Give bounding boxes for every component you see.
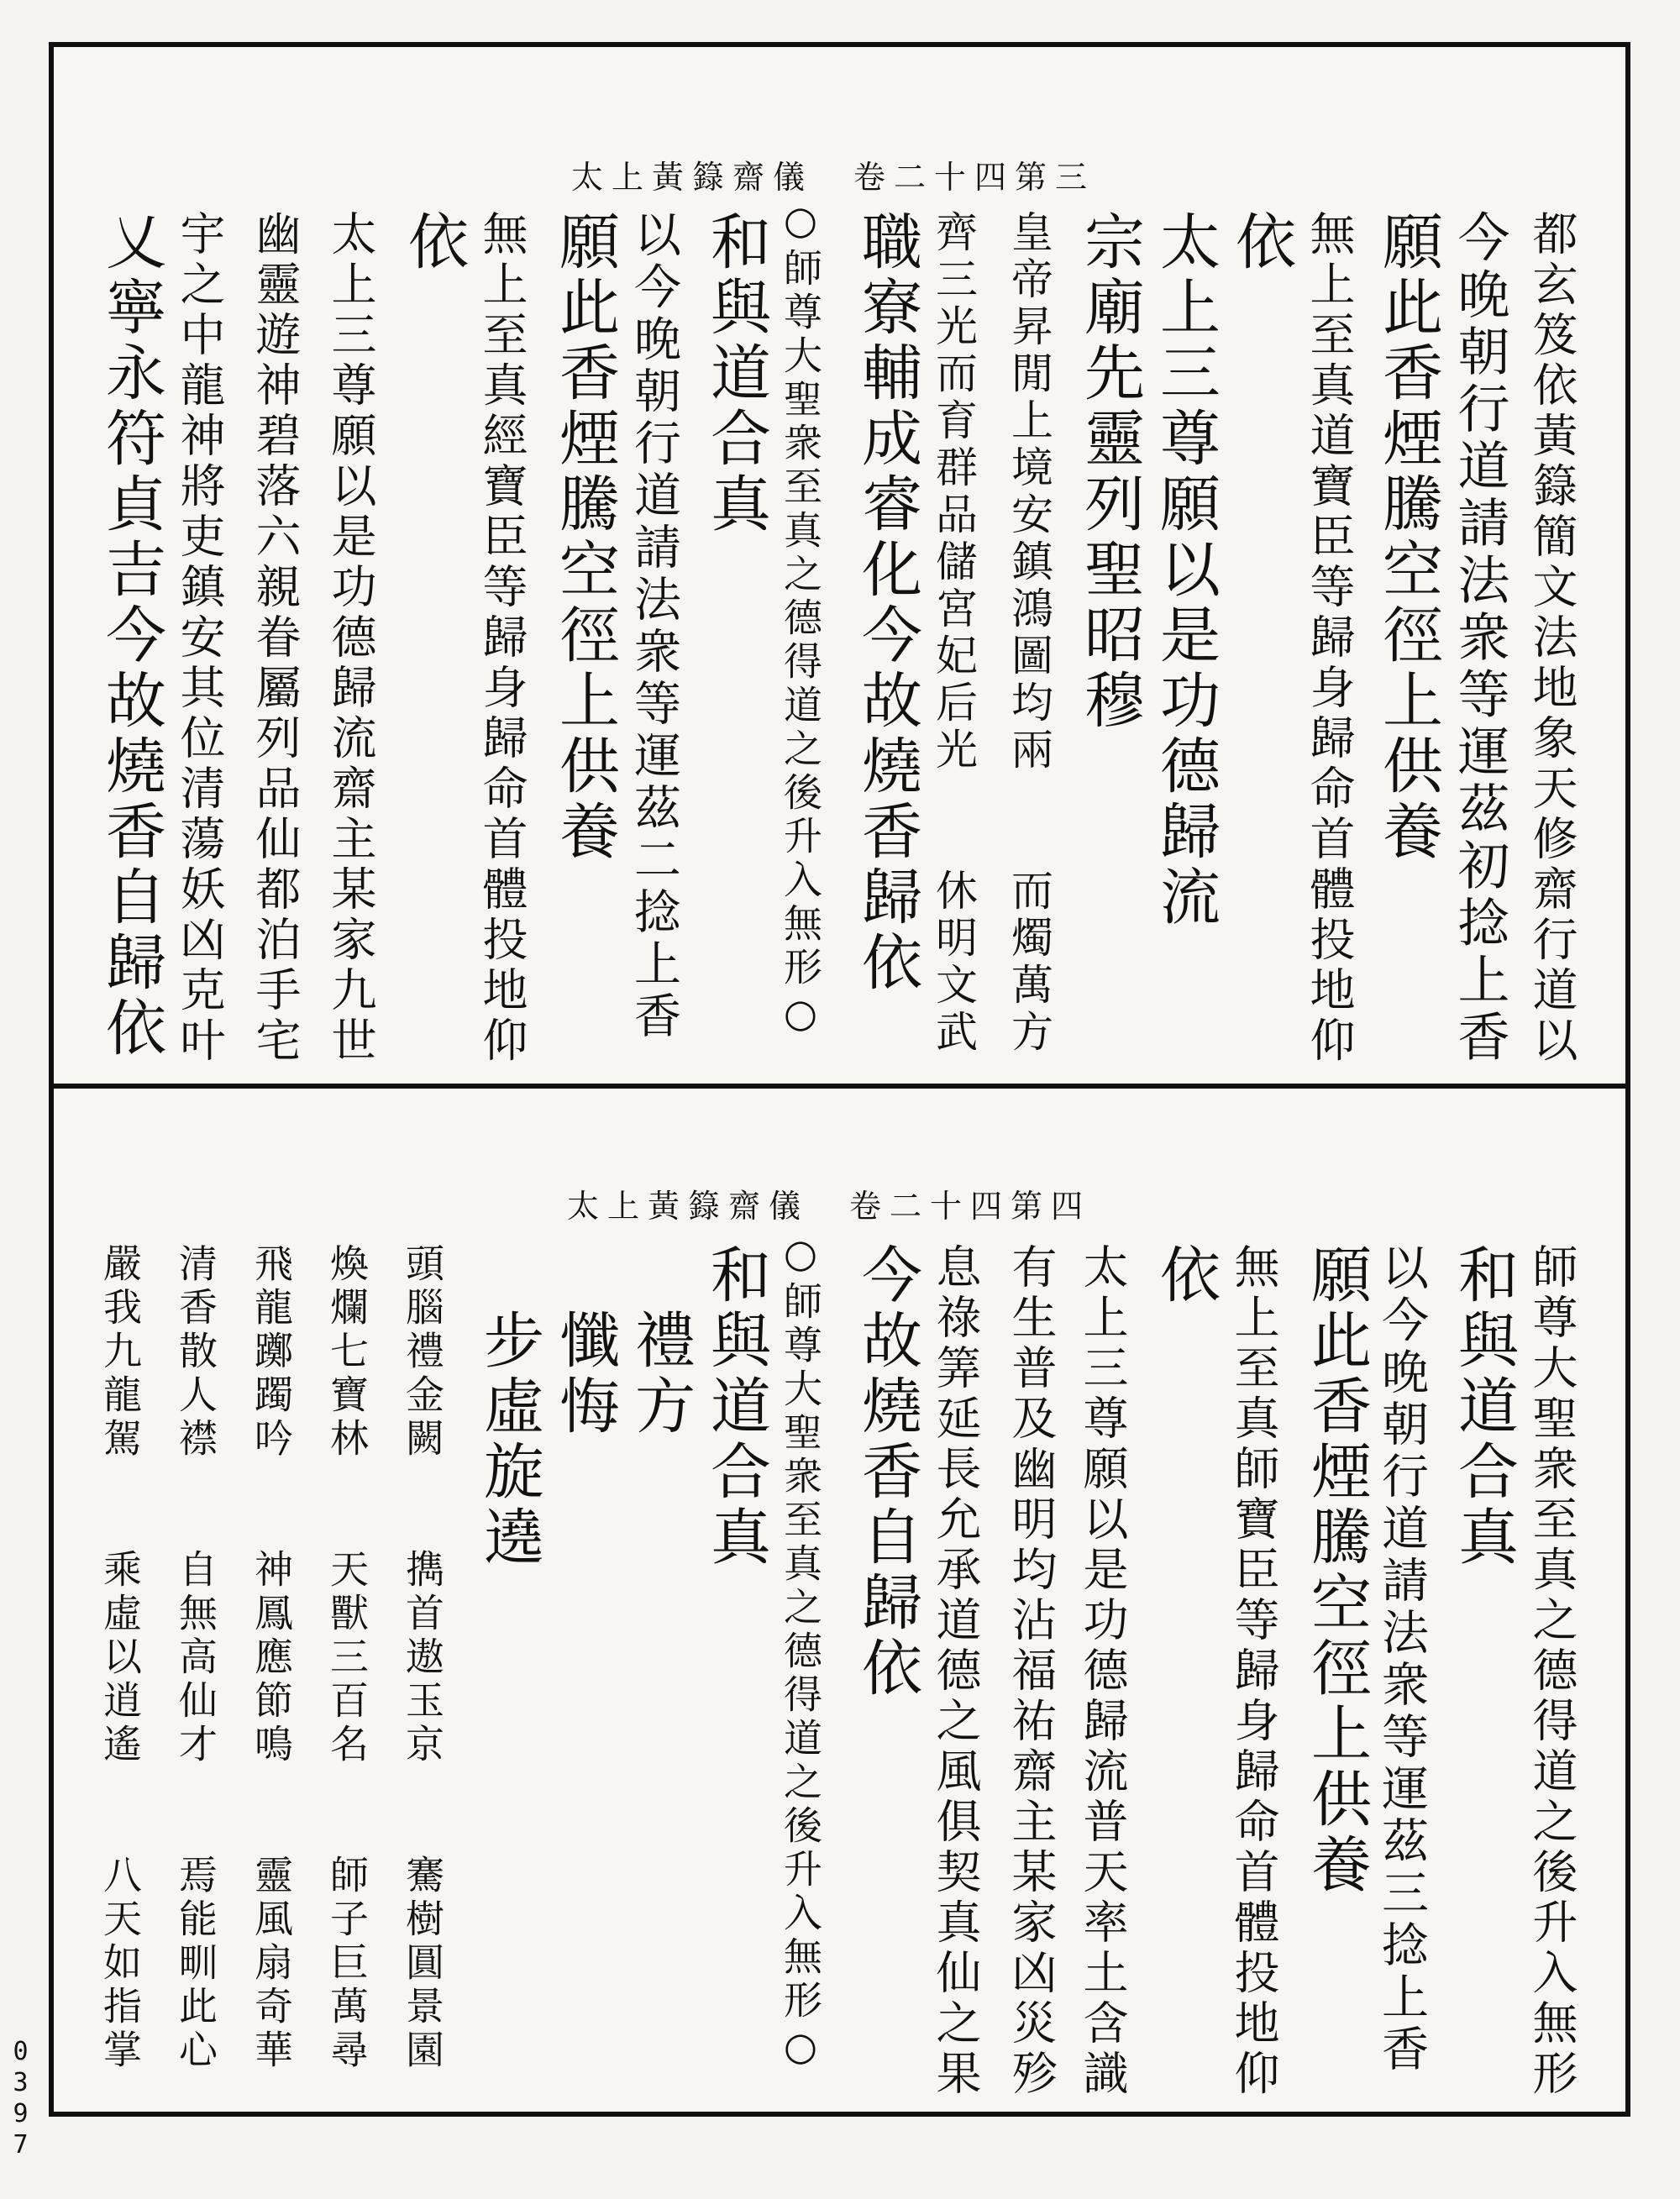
top-column: 宗廟先靈列聖昭穆 (1074, 210, 1145, 734)
top-column: 都玄笈依黃籙簡文法地象天修齋行道以 (1525, 210, 1578, 1067)
top-column: 和與道合真 (701, 210, 771, 538)
top-column: 無上至真經寶臣等歸身歸命首體投地仰 (475, 210, 528, 1067)
bottom-column: 飛龍躑躅吟 神鳳應節鳴 靈風扇奇華 (249, 1243, 294, 2073)
bottom-column: 太上三尊願以是功德歸流普天率土含識 (1076, 1243, 1129, 2100)
bottom-column: 息祿筭延長允承道德之風俱契真仙之果 (929, 1243, 982, 2100)
top-column: 願此香煙騰空徑上供養 (1373, 210, 1443, 865)
margin-page-number: 0397 (6, 2037, 35, 2161)
top-column: 太上三尊願以是功德歸流齋主某家九世 (324, 210, 377, 1067)
bottom-column: 有生普及幽明均沾福祐齋主某家凶災殄 (1005, 1243, 1058, 2100)
bottom-column: ○師尊大聖衆至真之德得道之後升入無形○ (778, 1231, 823, 2074)
bottom-column: 和與道合真 (701, 1243, 771, 1571)
top-column: 太上三尊願以是功德歸流 (1150, 210, 1221, 931)
bottom-column: 煥爛七寶林 天獸三百名 師子巨萬尋 (324, 1243, 370, 2073)
top-page-header: 太上黃籙齋儀 卷二十四第三 (571, 159, 1096, 196)
bottom-column: 以今晚朝行道請法衆等運茲三捻上香 (1374, 1243, 1429, 2076)
panel-divider (49, 1084, 1630, 1089)
bottom-column: 步虛旋遶 (474, 1243, 544, 1571)
top-column: 幽靈遊神碧落六親眷屬列品仙都泊手宅 (249, 210, 302, 1067)
bottom-column: 依 (1150, 1243, 1221, 1309)
bottom-column: 今故燒香自歸依 (852, 1243, 922, 1702)
top-column: 乂寧永符貞吉今故燒香自歸依 (96, 210, 166, 1062)
top-column: 依 (1226, 210, 1296, 276)
bottom-column: 師尊大聖衆至真之德得道之後升入無形 (1525, 1243, 1578, 2100)
bottom-page-header: 太上黃籙齋儀 卷二十四第四 (567, 1188, 1092, 1225)
bottom-column: 懺悔 (549, 1243, 620, 1440)
top-column: 願此香煙騰空徑上供養 (549, 210, 620, 865)
top-column: 無上至真道寶臣等歸身歸命首體投地仰 (1303, 210, 1356, 1067)
bottom-column: 清香散人襟 自無高仙才 焉能甽此心 (173, 1243, 218, 2073)
top-column: 皇帝昇閒上境安鎮鴻圖均兩 而燭萬方 (1005, 210, 1053, 1057)
bottom-column: 頭腦禮金闕 擕首遨玉京 騫樹圓景園 (400, 1243, 445, 2073)
bottom-column: 無上至真師寶臣等歸身歸命首體投地仰 (1227, 1243, 1280, 2100)
top-column: ○師尊大聖衆至真之德得道之後升入無形○ (778, 197, 823, 1041)
bottom-column: 嚴我九龍駕 乘虛以逍遙 八天如指掌 (97, 1243, 143, 2073)
bottom-column: 禮方 (625, 1243, 696, 1440)
top-column: 宇之中龍神將吏鎮安其位清蕩妖凶克叶 (173, 210, 226, 1067)
top-column: 依 (398, 210, 469, 276)
top-column: 今晚朝行道請法衆等運茲初捻上香 (1449, 210, 1510, 1067)
top-column: 職寮輔成睿化今故燒香歸依 (852, 210, 922, 996)
bottom-column: 願此香煙騰空徑上供養 (1301, 1243, 1372, 1898)
top-column: 以今晚朝行道請法衆等運茲二捻上香 (627, 210, 681, 1043)
top-column: 齊三光而育群品儲宮妃后光 休明文武 (929, 210, 978, 1057)
bottom-column: 和與道合真 (1448, 1243, 1519, 1571)
